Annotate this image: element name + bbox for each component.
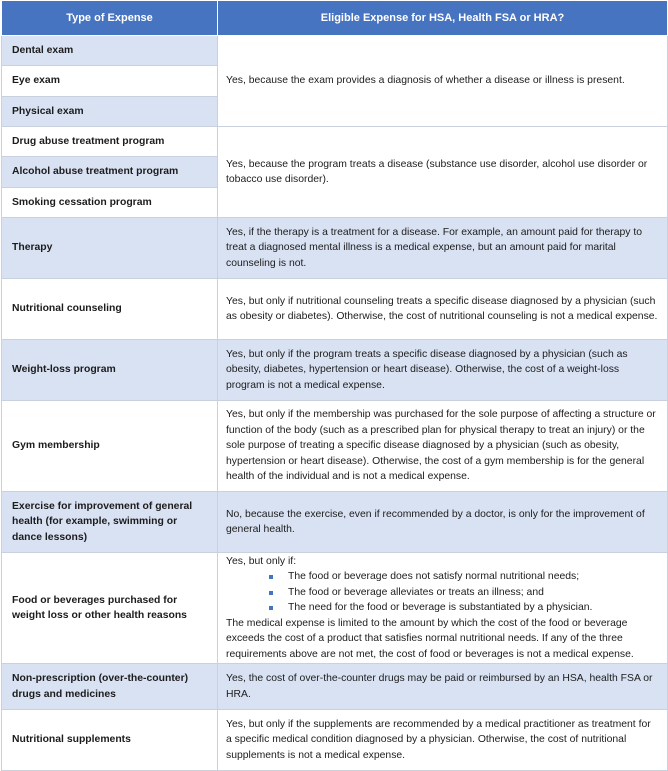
food-outro-text: The medical expense is limited to the amount by which the cost of the food or beverage exceeds the cost of a product that satisfies normal nutritional needs. If any of the three requirements above are not met, the cost of food or beverages is not a medical expense. xyxy=(226,617,634,660)
expense-type-physical-exam: Physical exam xyxy=(2,97,218,127)
eligibility-gym-membership: Yes, but only if the membership was purchased for the sole purpose of affecting a structure or function of the body (such as a prescribed plan for physical therapy to treat an injury) or the sole purpose of treating a specific disease diagnosed by a physician (such as obesity, hypertension or heart disease). Otherwise, the cost of a gym membership is for the general health of the individual and is not a medical expense. xyxy=(218,401,668,492)
eligibility-exercise: No, because the exercise, even if recommended by a doctor, is only for the improvement of general health. xyxy=(218,492,668,553)
table-row xyxy=(2,340,668,401)
expense-type-gym-membership: Gym membership xyxy=(2,401,218,492)
header-eligible-expense: Eligible Expense for HSA, Health FSA or HRA? xyxy=(218,1,668,36)
expense-type-otc-drugs: Non-prescription (over-the-counter) drugs and medicines xyxy=(2,664,218,710)
table-row xyxy=(2,553,668,664)
expense-type-exercise: Exercise for improvement of general health (for example, swimming or dance lessons) xyxy=(2,492,218,553)
table-row xyxy=(2,127,668,157)
food-intro-text: Yes, but only if: xyxy=(226,556,297,568)
expense-type-eye-exam: Eye exam xyxy=(2,66,218,97)
eligibility-therapy: Yes, if the therapy is a treatment for a disease. For example, an amount paid for therapy to treat a diagnosed mental illness is a medical expense, but an amount paid for marital counseling is not. xyxy=(218,218,668,279)
header-type-of-expense: Type of Expense xyxy=(2,1,218,36)
table-row xyxy=(2,401,668,492)
table-row xyxy=(2,36,668,66)
eligibility-weight-loss-program: Yes, but only if the program treats a specific disease diagnosed by a physician (such as obesity, diabetes, hypertension or heart disease). Otherwise, the cost of a weight-loss program is not a medical expense. xyxy=(218,340,668,401)
list-item: The food or beverage alleviates or treats an illness; and xyxy=(288,585,659,600)
expense-type-dental-exam: Dental exam xyxy=(2,36,218,66)
table-row xyxy=(2,664,668,710)
eligibility-nutritional-supplements: Yes, but only if the supplements are recommended by a medical practitioner as treatment for a specific medical condition diagnosed by a physician. Otherwise, the cost of nutritional supplements is not a medical expense. xyxy=(218,710,668,771)
list-item: The need for the food or beverage is substantiated by a physician. xyxy=(288,600,659,615)
eligibility-food-beverages xyxy=(218,553,668,664)
table-row xyxy=(2,218,668,279)
expense-type-nutritional-counseling: Nutritional counseling xyxy=(2,279,218,340)
eligibility-otc-drugs: Yes, the cost of over-the-counter drugs may be paid or reimbursed by an HSA, health FSA or HRA. xyxy=(218,664,668,710)
eligibility-programs: Yes, because the program treats a disease (substance use disorder, alcohol use disorder or tobacco use disorder). xyxy=(218,127,668,218)
expense-type-alcohol-abuse-program: Alcohol abuse treatment program xyxy=(2,157,218,188)
eligible-expenses-table xyxy=(1,0,668,771)
table-header-row xyxy=(2,1,668,36)
table-row xyxy=(2,710,668,771)
list-item: The food or beverage does not satisfy normal nutritional needs; xyxy=(288,569,659,584)
expense-type-therapy: Therapy xyxy=(2,218,218,279)
expense-type-smoking-cessation: Smoking cessation program xyxy=(2,188,218,218)
expense-type-weight-loss-program: Weight-loss program xyxy=(2,340,218,401)
expense-type-food-beverages: Food or beverages purchased for weight loss or other health reasons xyxy=(2,553,218,664)
table-row xyxy=(2,492,668,553)
expense-type-drug-abuse-program: Drug abuse treatment program xyxy=(2,127,218,157)
table-row xyxy=(2,279,668,340)
eligibility-exams: Yes, because the exam provides a diagnosis of whether a disease or illness is present. xyxy=(218,36,668,127)
eligibility-nutritional-counseling: Yes, but only if nutritional counseling treats a specific disease diagnosed by a physician (such as obesity or diabetes). Otherwise, the cost of nutritional counseling is not a medical expense. xyxy=(218,279,668,340)
food-requirements-list xyxy=(226,569,659,615)
expense-type-nutritional-supplements: Nutritional supplements xyxy=(2,710,218,771)
